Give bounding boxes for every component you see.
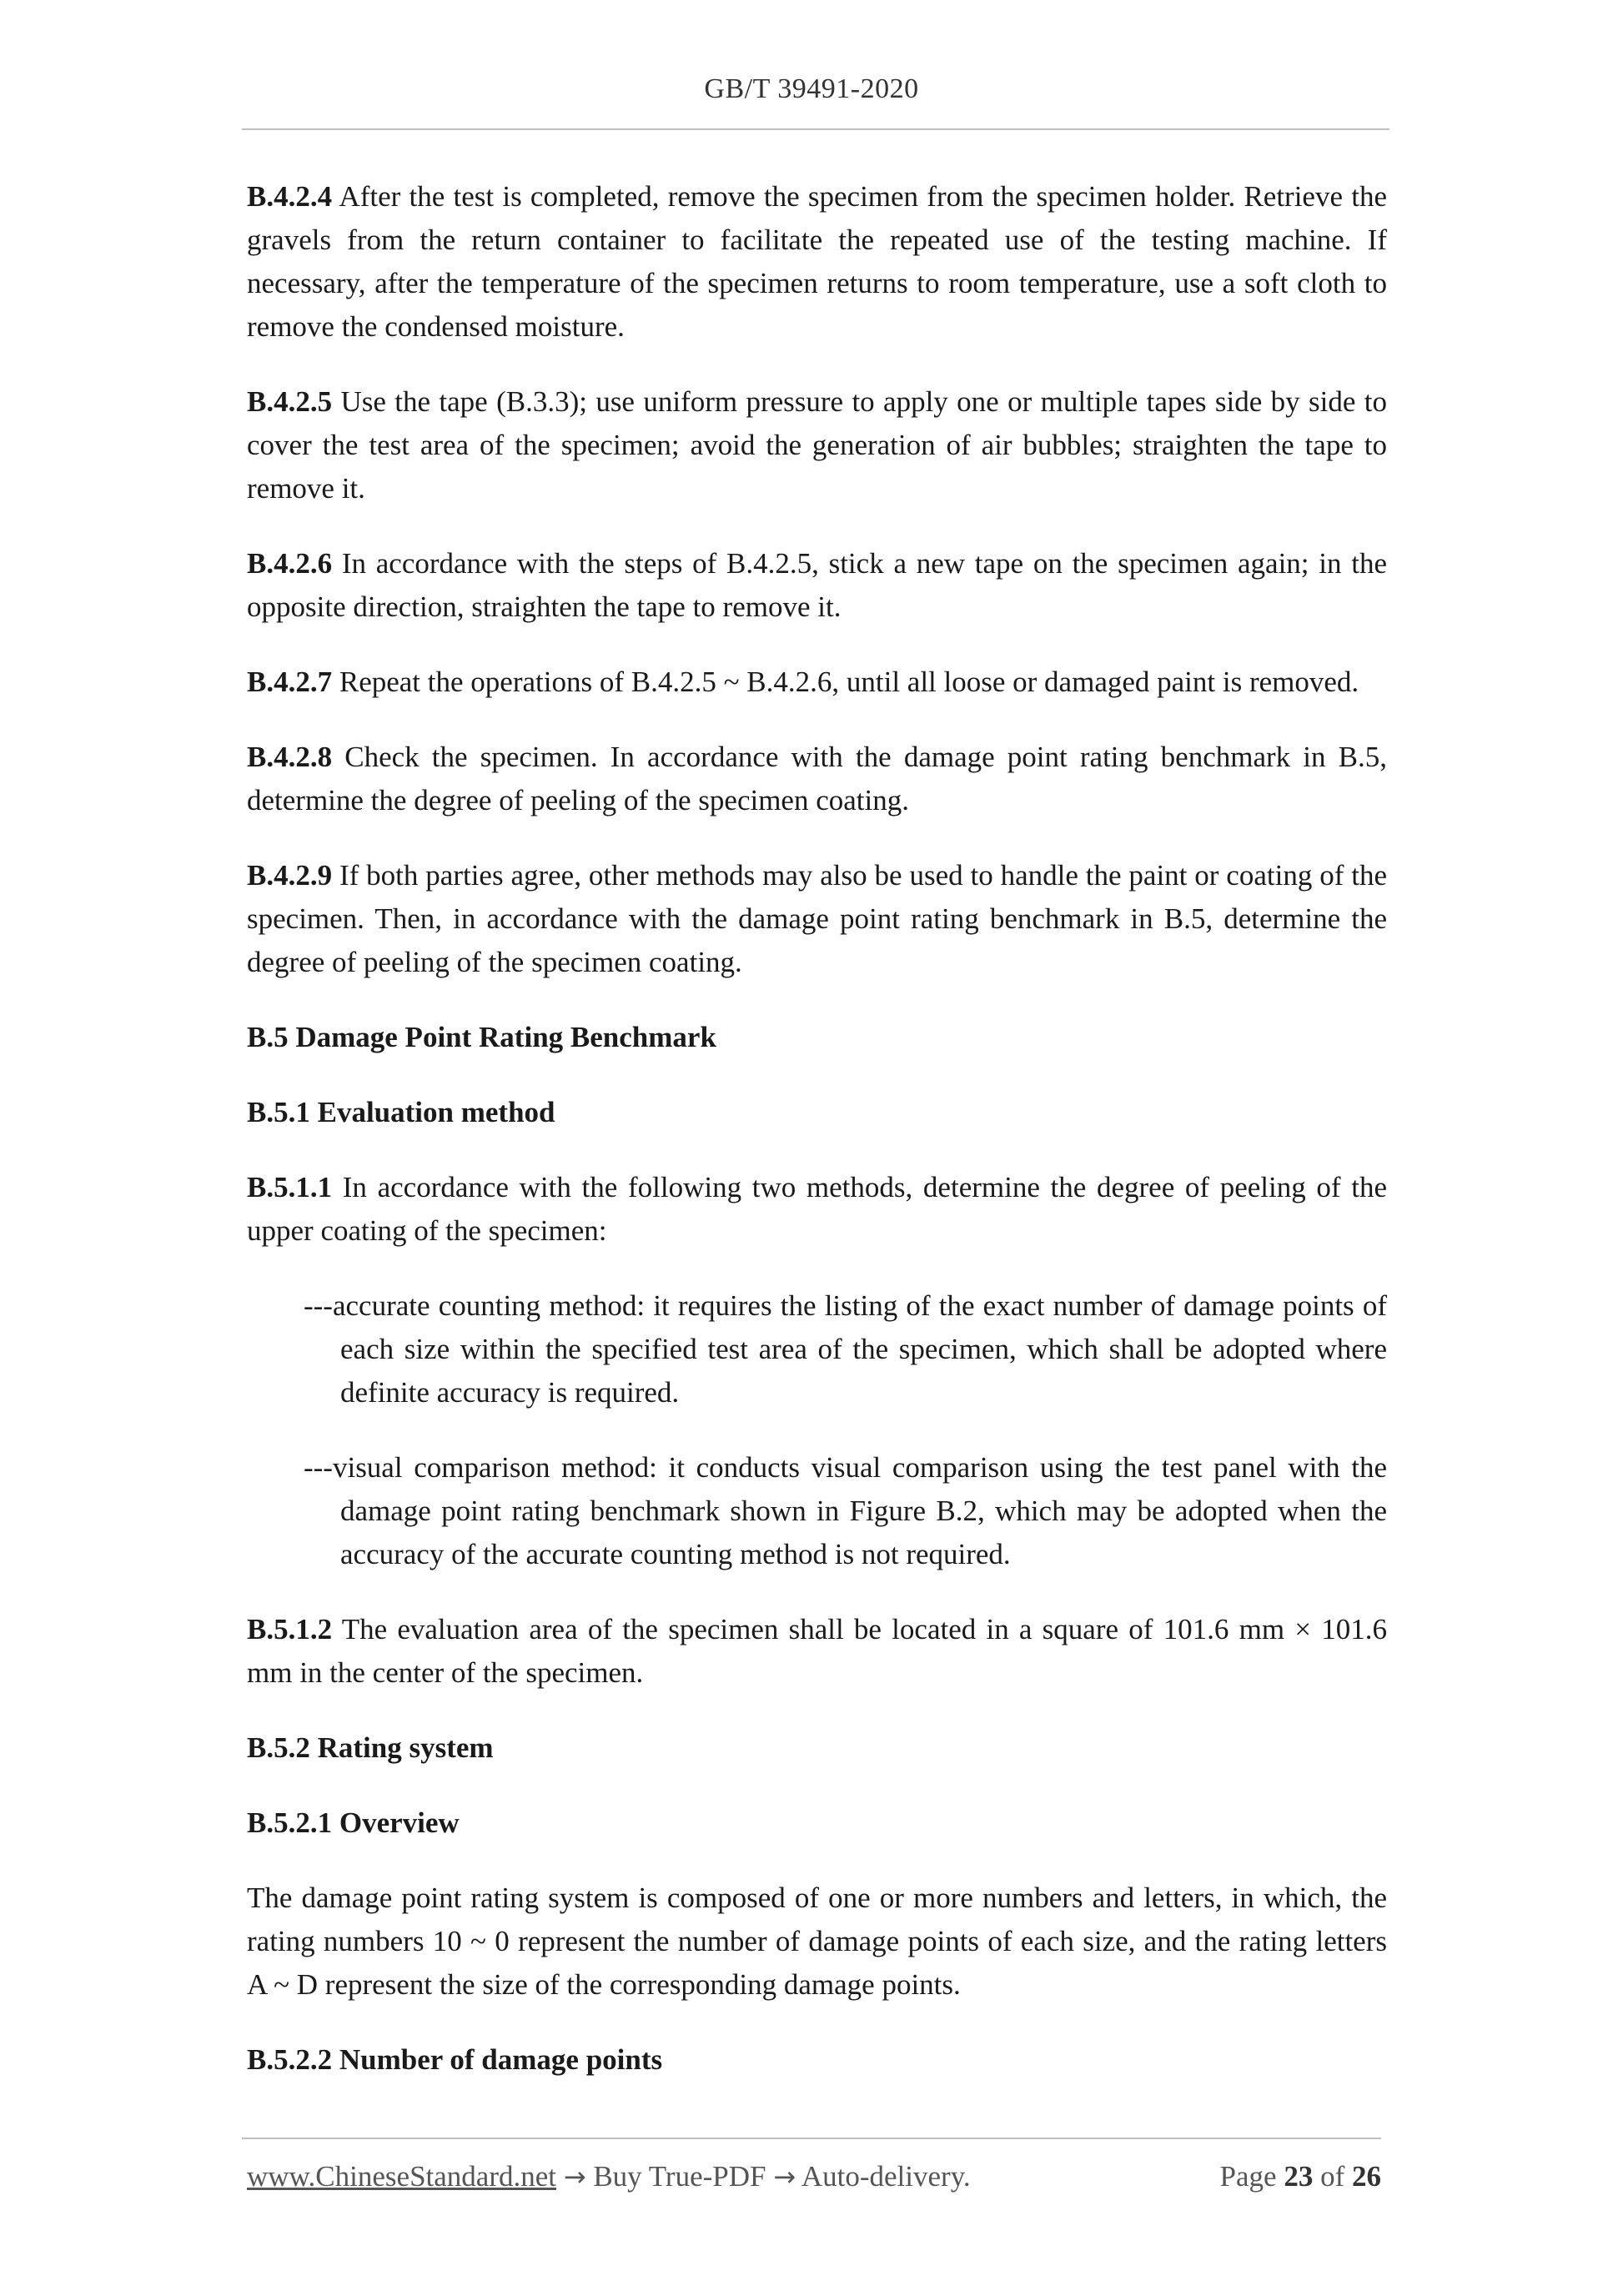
clause-text: Check the specimen. In accordance with the damage point rating benchmark in B.5, determine the degree of peeling of the specimen coating. (247, 741, 1387, 816)
clause-number: B.4.2.8 (247, 741, 333, 773)
section-heading-b5-1: B.5.1 Evaluation method (247, 1096, 555, 1128)
clause-text: Use the tape (B.3.3); use uniform pressure to apply one or multiple tapes side by side to cover the test area of the specimen; avoid the generation of air bubbles; straighten the tape to remove it. (247, 385, 1387, 505)
clause-text: The evaluation area of the specimen shall be located in a square of 101.6 mm × 101.6 mm in the center of the specimen. (247, 1613, 1387, 1689)
arrow-right-icon: → (773, 2161, 796, 2193)
page-label: Page (1219, 2160, 1284, 2193)
clause-number: B.5.1.1 (247, 1171, 333, 1203)
list-item-accurate-counting: ---accurate counting method: it requires the listing of the exact number of damage points of each size within the specified test area of the specimen, which shall be adopted where definite accuracy is required. (304, 1289, 1387, 1409)
document-header (0, 73, 1623, 105)
clause-text: Repeat the operations of B.4.2.5 ~ B.4.2.6, until all loose or damaged paint is removed. (332, 666, 1359, 698)
clause-b4-2-8 (247, 736, 1387, 822)
footer-divider (242, 2138, 1381, 2139)
clause-text: In accordance with the following two methods, determine the degree of peeling of the upper coating of the specimen: (247, 1171, 1387, 1247)
page-current: 23 (1284, 2160, 1314, 2193)
section-heading-b5-2-2: B.5.2.2 Number of damage points (247, 2043, 663, 2076)
page-indicator (1220, 2160, 1381, 2193)
of-label: of (1313, 2160, 1352, 2193)
clause-text: If both parties agree, other methods may also be used to handle the paint or coating of the specimen. Then, in accordance with the damage point rating benchmark in B.5, determine the degree of peeling of the specimen coating. (247, 859, 1387, 978)
clause-text: In accordance with the steps of B.4.2.5, stick a new tape on the specimen again; in the opposite direction, straighten the tape to remove it. (247, 547, 1387, 623)
clause-number: B.4.2.6 (247, 547, 333, 580)
clause-b4-2-7 (247, 661, 1387, 704)
section-heading-b5-2-1: B.5.2.1 Overview (247, 1806, 460, 1839)
section-heading-b5-2: B.5.2 Rating system (247, 1731, 494, 1764)
list-item-visual-comparison: ---visual comparison method: it conducts visual comparison using the test panel with the damage point rating benchmark shown in Figure B.2, which may be adopted when the accuracy of the accurate counting method is not required. (304, 1451, 1387, 1570)
clause-text: After the test is completed, remove the specimen from the specimen holder. Retrieve the gravels from the return container to facilitate the repeated use of the testing machine. If necessary, after the temperature of the specimen returns to room temperature, use a soft cloth to remove the condensed moisture. (247, 180, 1387, 343)
document-id: GB/T 39491-2020 (704, 73, 919, 104)
footer-promo (247, 2160, 971, 2193)
paragraph-b5-2-1: The damage point rating system is composed of one or more numbers and letters, in which, the rating numbers 10 ~ 0 represent the number of damage points of each size, and the rating letters A ~ D represent the size of the corresponding damage points. (247, 1882, 1387, 2001)
document-body (247, 175, 1387, 2113)
clause-b4-2-5 (247, 380, 1387, 510)
clause-number: B.5.1.2 (247, 1613, 333, 1645)
clause-b4-2-6 (247, 542, 1387, 629)
website-link[interactable]: www.ChineseStandard.net (247, 2160, 556, 2193)
clause-number: B.4.2.7 (247, 666, 333, 698)
clause-b5-1-1 (247, 1166, 1387, 1253)
clause-number: B.4.2.4 (247, 180, 333, 213)
page-total: 26 (1352, 2160, 1381, 2193)
clause-b5-1-2 (247, 1608, 1387, 1695)
clause-number: B.4.2.9 (247, 859, 333, 892)
buy-text: Buy True-PDF (585, 2160, 774, 2193)
clause-b4-2-4 (247, 175, 1387, 349)
clause-number: B.4.2.5 (247, 385, 333, 418)
header-divider (242, 128, 1389, 130)
delivery-text: Auto-delivery. (796, 2160, 971, 2193)
arrow-right-icon: → (563, 2161, 586, 2193)
section-heading-b5: B.5 Damage Point Rating Benchmark (247, 1021, 716, 1053)
clause-b4-2-9 (247, 854, 1387, 984)
